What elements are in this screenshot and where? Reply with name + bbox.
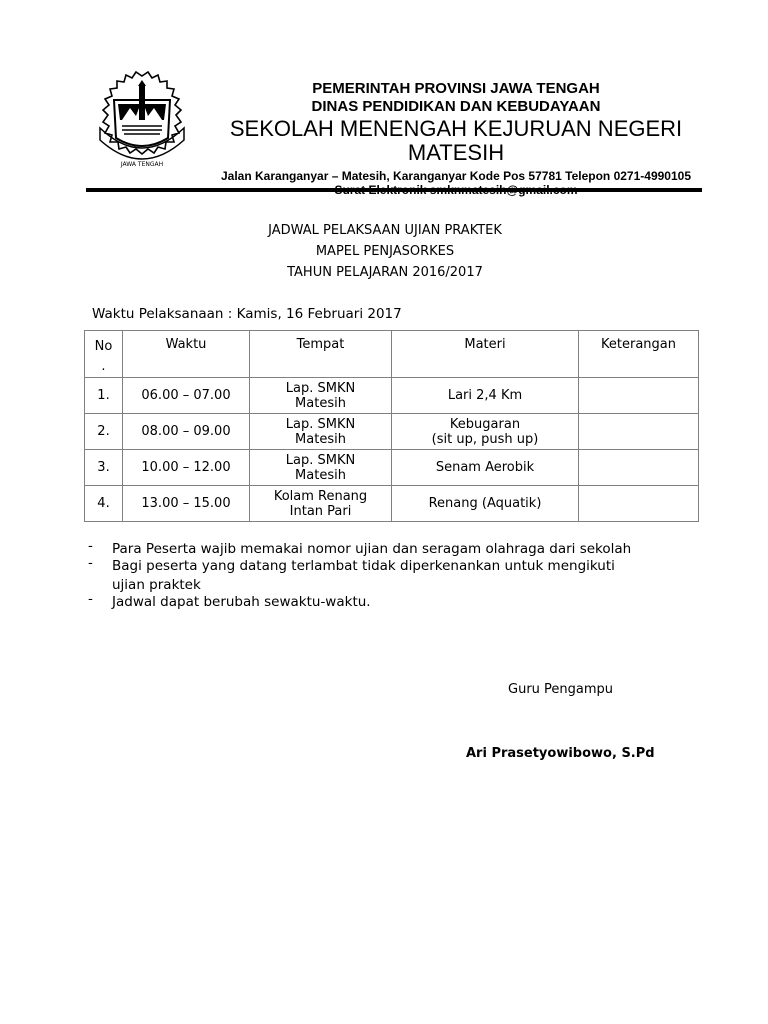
cell-keterangan bbox=[579, 378, 699, 414]
cell-tempat: Lap. SMKN Matesih bbox=[250, 414, 392, 450]
notes-list bbox=[88, 540, 688, 612]
header-no-label: No . bbox=[94, 339, 113, 374]
cell-keterangan bbox=[579, 486, 699, 522]
title-schedule: JADWAL PELAKSAAN UJIAN PRAKTEK bbox=[268, 223, 502, 238]
letterhead-school-type: SEKOLAH MENENGAH KEJURUAN NEGERI bbox=[229, 116, 683, 141]
execution-date: Waktu Pelaksanaan : Kamis, 16 Februari 2017 bbox=[92, 306, 402, 322]
note-text: Jadwal dapat berubah sewaktu-waktu. bbox=[112, 594, 371, 610]
table-row bbox=[85, 414, 699, 450]
cell-no: 3. bbox=[85, 450, 123, 486]
cell-waktu: 08.00 – 09.00 bbox=[123, 414, 250, 450]
header-no bbox=[85, 331, 123, 378]
cell-waktu: 10.00 – 12.00 bbox=[123, 450, 250, 486]
letterhead-school-name: MATESIH bbox=[407, 140, 505, 165]
bullet-dash: - bbox=[88, 555, 93, 571]
schedule-table bbox=[84, 330, 699, 522]
signature-role: Guru Pengampu bbox=[508, 682, 614, 697]
table-header-row bbox=[85, 331, 699, 378]
note-text: Para Peserta wajib memakai nomor ujian dan seragam olahraga dari sekolah bbox=[112, 541, 632, 557]
cell-waktu: 06.00 – 07.00 bbox=[123, 378, 250, 414]
letterhead-divider bbox=[86, 188, 702, 192]
title-subject: MAPEL PENJASORKES bbox=[315, 244, 455, 259]
header-materi: Materi bbox=[392, 331, 579, 378]
letterhead-address: Jalan Karanganyar – Matesih, Karanganyar Kode Pos 57781 Telepon 0271-4990105 bbox=[220, 169, 691, 183]
cell-waktu: 13.00 – 15.00 bbox=[123, 486, 250, 522]
signature-name: Ari Prasetyowibowo, S.Pd bbox=[466, 746, 655, 761]
document-titles bbox=[86, 220, 684, 283]
cell-no: 4. bbox=[85, 486, 123, 522]
table-row bbox=[85, 486, 699, 522]
letterhead-department: DINAS PENDIDIKAN DAN KEBUDAYAAN bbox=[311, 98, 601, 115]
cell-tempat: Lap. SMKN Matesih bbox=[250, 378, 392, 414]
list-item bbox=[88, 593, 688, 612]
header-tempat: Tempat bbox=[250, 331, 392, 378]
list-item bbox=[88, 557, 688, 595]
bullet-dash: - bbox=[88, 538, 93, 554]
header-waktu: Waktu bbox=[123, 331, 250, 378]
cell-no: 1. bbox=[85, 378, 123, 414]
cell-keterangan bbox=[579, 450, 699, 486]
cell-materi: Lari 2,4 Km bbox=[392, 378, 579, 414]
cell-materi: Renang (Aquatik) bbox=[392, 486, 579, 522]
header-keterangan: Keterangan bbox=[579, 331, 699, 378]
cell-materi: Senam Aerobik bbox=[392, 450, 579, 486]
cell-tempat: Kolam Renang Intan Pari bbox=[250, 486, 392, 522]
letterhead-government: PEMERINTAH PROVINSI JAWA TENGAH bbox=[312, 80, 600, 97]
cell-materi: Kebugaran (sit up, push up) bbox=[392, 414, 579, 450]
provincial-emblem bbox=[92, 70, 192, 178]
title-year: TAHUN PELAJARAN 2016/2017 bbox=[287, 265, 483, 280]
note-text: Bagi peserta yang datang terlambat tidak diperkenankan untuk mengikuti ujian praktek bbox=[112, 558, 615, 593]
table-row bbox=[85, 378, 699, 414]
table-row bbox=[85, 450, 699, 486]
bullet-dash: - bbox=[88, 591, 93, 607]
cell-keterangan bbox=[579, 414, 699, 450]
emblem-label: JAWA TENGAH bbox=[120, 161, 164, 168]
cell-no: 2. bbox=[85, 414, 123, 450]
letterhead bbox=[196, 80, 716, 197]
cell-tempat: Lap. SMKN Matesih bbox=[250, 450, 392, 486]
